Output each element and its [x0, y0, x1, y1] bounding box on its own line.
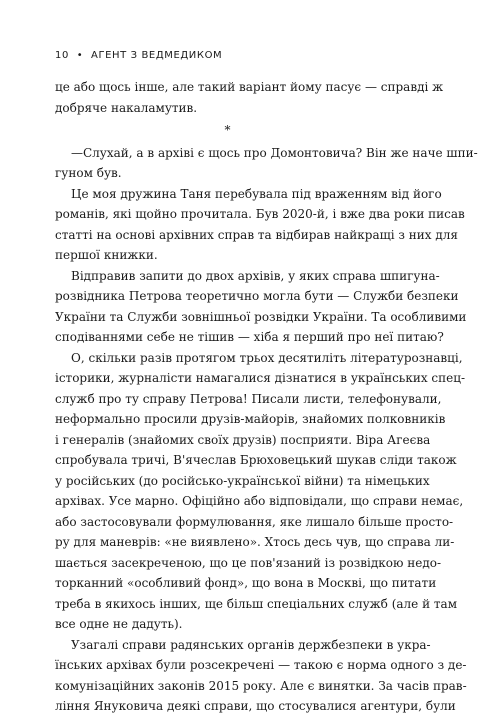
- text-line: шається засекреченою, що це пов'язаний із розвідкою недо-: [55, 555, 442, 570]
- text-line: гуном був.: [55, 166, 122, 180]
- paragraph: [55, 77, 444, 118]
- text-line: Відправив запити до двох архівів, у яких справа шпигуна-: [71, 268, 440, 283]
- text-line: служб про ту справу Петрова! Писали листи, телефонували,: [55, 391, 442, 406]
- text-line: або застосовували формулювання, яке лишало більше просто-: [55, 514, 454, 529]
- text-line: спробувала тричі, В'ячеслав Брюховецький шукав сліди також: [55, 453, 457, 467]
- text-line: треба в якихось інших, ще більш спеціальних служб (але й там: [55, 596, 458, 611]
- paragraph: [55, 635, 467, 717]
- text-line: все одне не дадуть).: [55, 617, 183, 631]
- section-separator: *: [224, 123, 231, 137]
- text-line: Узагалі справи радянських органів держбезпеки в укра-: [71, 637, 431, 652]
- text-line: сподіваннями себе не тішив — хіба я перший про неї питаю?: [55, 330, 444, 344]
- text-line: історики, журналісти намагалися дізнатися в українських спец-: [55, 371, 465, 385]
- page-number: 10: [55, 50, 69, 61]
- text-line: ру для маневрів: «не виявлено». Хтось десь чув, що справа ли-: [55, 535, 455, 549]
- text-line: добряче накаламутив.: [55, 100, 198, 115]
- text-line: торканний «особливий фонд», що вона в Москві, що питати: [55, 576, 437, 590]
- body-text: [55, 77, 478, 717]
- text-line: комунізаційних законів 2015 року. Але є винятки. За часів прав-: [55, 678, 467, 693]
- text-line: статті на основі архівних справ та відбирав найкращі з них для: [55, 227, 458, 242]
- paragraph: [55, 266, 467, 348]
- text-line: ління Януковича деякі справи, що стосувалися агентури, були: [55, 699, 456, 713]
- text-line: —Слухай, а в архіві є щось про Домонтовича? Він же наче шпи-: [71, 145, 478, 160]
- text-line: О, скільки разів протягом трьох десятиліть літературознавці,: [71, 350, 463, 365]
- text-line: їнських архівах були розсекречені — такою є норма одного з де-: [55, 658, 467, 672]
- text-line: неформально просили друзів-майорів, знайомих полковників: [55, 412, 446, 426]
- paragraph: [55, 184, 465, 266]
- text-line: першої книжки.: [55, 248, 158, 262]
- text-line: України та Служби зовнішньої розвідки України. Та особливими: [55, 309, 467, 324]
- running-head: [55, 50, 222, 61]
- text-line: у російських (до російсько-української війни) та німецьких: [55, 473, 430, 488]
- running-head-title: АГЕНТ З ВЕДМЕДИКОМ: [91, 50, 223, 61]
- text-line: це або щось інше, але такий варіант йому пасує — справді ж: [55, 80, 444, 94]
- text-line: розвідника Петрова теоретично могла бути — Служби безпеки: [55, 289, 459, 303]
- text-line: і генералів (знайомих своїх друзів) посприяти. Віра Агеєва: [55, 432, 431, 447]
- running-head-bullet: •: [76, 50, 84, 61]
- paragraph: [55, 143, 478, 184]
- text-line: архівах. Усе марно. Офіційно або відповідали, що справи немає,: [55, 494, 464, 508]
- text-line: Це моя дружина Таня перебувала під враженням від його: [71, 186, 442, 201]
- text-line: романів, які щойно прочитала. Був 2020-й, і вже два роки писав: [55, 207, 465, 221]
- paragraph: [55, 348, 465, 635]
